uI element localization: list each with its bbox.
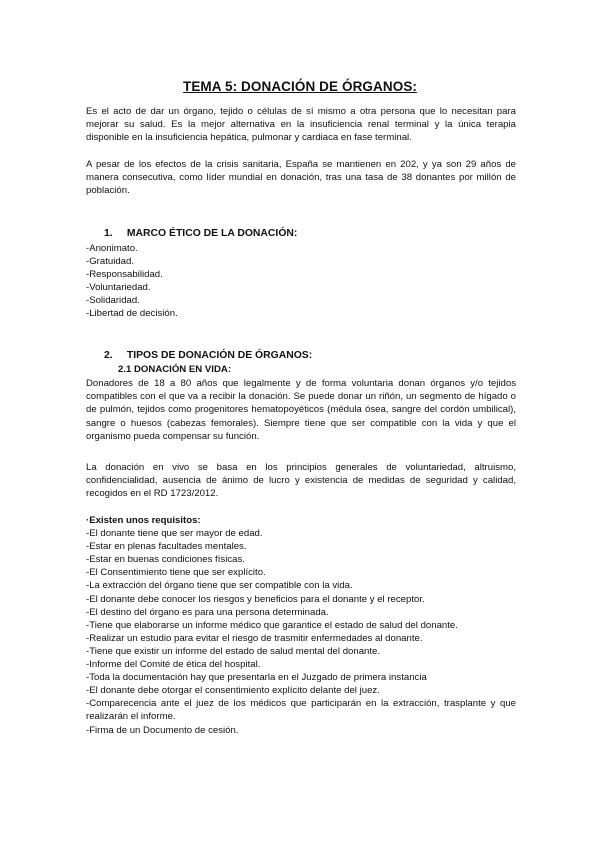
list-item: -El Consentimiento tiene que ser explícito. — [86, 567, 266, 579]
list-item: -Voluntariedad. — [86, 282, 151, 294]
living-donation-paragraph-1: Donadores de 18 a 80 años que legalmente y de forma voluntaria donan órganos y/o tejidos compatibles con el que va a recibir la donación. Se puede donar un riñón, un segmento de hígado o de pulmón, tejidos como progenitores hematopoyéticos (médula ósea, sangre del cordón umbilical), sangre o huesos (cabezas femorales). Siempre tiene que ser compatible con la vida y que el organismo pueda compensar su función. — [86, 378, 516, 442]
list-item: -Tiene que elaborarse un informe médico que garantice el estado de salud del donante. — [86, 619, 458, 631]
section-1-title: MARCO ÉTICO DE LA DONACIÓN: — [126, 228, 298, 239]
list-item: -El destino del órgano es para una persona determinada. — [86, 606, 329, 618]
list-item: -Toda la documentación hay que presentarla en el Juzgado de primera instancia — [86, 672, 427, 684]
section-2-heading — [104, 350, 312, 361]
section-1-heading — [104, 228, 297, 239]
requirements-heading: ·Existen unos requisitos: — [86, 515, 201, 526]
list-item: -El donante debe conocer los riesgos y beneficios para el donante y el receptor. — [86, 593, 425, 605]
section-2-1-subheading: 2.1 DONACIÓN EN VIDA: — [118, 364, 232, 375]
list-item: -Informe del Comité de ética del hospital. — [86, 659, 261, 671]
list-item: -Estar en buenas condiciones físicas. — [86, 554, 245, 566]
ethics-list — [86, 242, 526, 321]
list-item: -El donante debe otorgar el consentimiento explícito delante del juez. — [86, 685, 380, 697]
list-item: -Gratuidad. — [86, 256, 134, 268]
list-item: -El donante tiene que ser mayor de edad. — [86, 528, 263, 540]
requirements-list — [86, 514, 526, 737]
list-item: -Estar en plenas facultades mentales. — [86, 541, 247, 553]
list-item: -La extracción del órgano tiene que ser compatible con la vida. — [86, 580, 353, 592]
intro-paragraph-1: Es el acto de dar un órgano, tejido o células de sí mismo a otra persona que lo necesitan para mejorar su salud. Es la mejor alternativa en la insuficiencia renal terminal y la única terapia disponible en la insuficiencia hepática, pulmonar y cardiaca en fase terminal. — [86, 106, 516, 144]
list-item: -Responsabilidad. — [86, 269, 163, 281]
list-item: -Libertad de decisión. — [86, 308, 178, 320]
list-item: -Anonimato. — [86, 243, 138, 254]
list-item: -Solidaridad. — [86, 295, 140, 307]
list-item: -Tiene que existir un informe del estado de salud mental del donante. — [86, 645, 381, 657]
list-item: -Firma de un Documento de cesión. — [86, 724, 239, 736]
intro-paragraph-2: A pesar de los efectos de la crisis sanitaria, España se mantienen en 202, y ya son 29 años de manera consecutiva, como líder mundial en donación, tras una tasa de 38 donantes por millón de población. — [86, 159, 516, 197]
list-item: -Realizar un estudio para evitar el riesgo de trasmitir enfermedades al donante. — [86, 632, 423, 644]
section-1-number: 1. — [104, 228, 113, 239]
section-2-title: TIPOS DE DONACIÓN DE ÓRGANOS: — [126, 350, 313, 361]
list-item: -Comparecencia ante el juez de los médicos que participarán en la extracción, trasplante y que realizarán el informe. — [86, 698, 516, 723]
page-title: TEMA 5: DONACIÓN DE ÓRGANOS: — [182, 79, 418, 94]
section-2-number: 2. — [104, 350, 113, 361]
living-donation-paragraph-2: La donación en vivo se basa en los principios generales de voluntariedad, altruismo, confidencialidad, ausencia de ánimo de lucro y existencia de medidas de seguridad y calidad, recogidos en el RD 1723/2012. — [86, 462, 516, 500]
